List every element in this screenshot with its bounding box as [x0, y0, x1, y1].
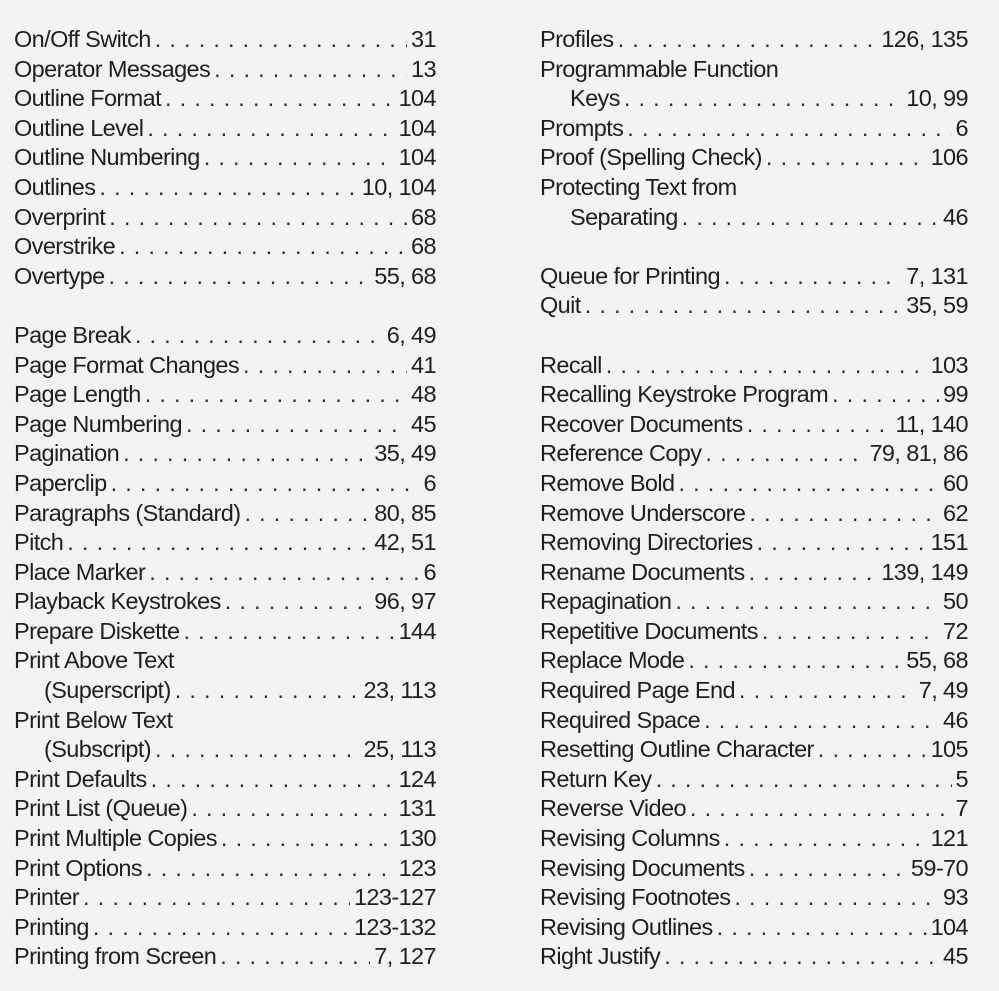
- entry-label: Operator Messages: [14, 55, 211, 82]
- index-entry: [14, 588, 436, 618]
- entry-pages: 99: [943, 381, 968, 408]
- dot-leader: [175, 677, 360, 704]
- index-entry: [14, 352, 436, 382]
- entry-pages: 6: [955, 114, 968, 141]
- dot-leader: [618, 26, 878, 53]
- index-entry: [540, 529, 968, 559]
- entry-label: Page Numbering: [14, 410, 182, 437]
- index-entry: [14, 115, 436, 145]
- dot-leader: [690, 795, 952, 822]
- dot-leader: [135, 322, 383, 349]
- dot-leader: [724, 825, 927, 852]
- dot-leader: [724, 263, 902, 290]
- index-entry: [540, 470, 968, 500]
- index-entry: [14, 795, 436, 825]
- dot-leader: [243, 352, 407, 379]
- entry-pages: 7, 127: [374, 943, 436, 970]
- entry-pages: 35, 59: [906, 292, 968, 319]
- entry-label: Removing Directories: [540, 529, 753, 556]
- entry-label: Reference Copy: [540, 440, 702, 467]
- dot-leader: [155, 736, 360, 763]
- entry-label: Outline Numbering: [14, 144, 200, 171]
- index-entry: [540, 943, 968, 973]
- entry-pages: 7: [955, 795, 968, 822]
- dot-leader: [704, 707, 939, 734]
- index-entry: [540, 855, 968, 885]
- entry-pages: 103: [930, 351, 968, 378]
- dot-leader: [123, 440, 370, 467]
- entry-pages: 46: [943, 706, 968, 733]
- dot-leader: [225, 588, 371, 615]
- index-entry: [14, 825, 436, 855]
- index-entry: [14, 677, 436, 707]
- index-entry: [14, 263, 436, 293]
- dot-leader: [99, 174, 357, 201]
- index-entry: [540, 411, 968, 441]
- entry-label: Pitch: [14, 529, 64, 556]
- dot-leader: [585, 292, 903, 319]
- index-entry: [540, 559, 968, 589]
- entry-pages: 68: [411, 203, 436, 230]
- entry-pages: 79, 81, 86: [869, 440, 968, 467]
- dot-leader: [678, 470, 939, 497]
- entry-label: Required Space: [540, 706, 701, 733]
- index-entry: [540, 677, 968, 707]
- dot-leader: [762, 618, 939, 645]
- dot-leader: [766, 144, 927, 171]
- index-gap: [14, 292, 436, 322]
- index-entry: [540, 292, 968, 322]
- index-entry: [14, 943, 436, 973]
- index-entry: [14, 707, 436, 737]
- dot-leader: [220, 943, 370, 970]
- entry-pages: 131: [398, 795, 436, 822]
- entry-label: Overtype: [14, 262, 105, 289]
- entry-label: Right Justify: [540, 943, 661, 970]
- entry-label: Repetitive Documents: [540, 617, 758, 644]
- entry-label: Outline Format: [14, 85, 162, 112]
- entry-pages: 123: [398, 854, 436, 881]
- index-entry: [14, 85, 436, 115]
- entry-label: Overstrike: [14, 233, 116, 260]
- entry-label: Programmable Function: [540, 55, 779, 82]
- index-gap: [540, 322, 968, 352]
- entry-pages: 72: [943, 617, 968, 644]
- entry-label: Print Multiple Copies: [14, 825, 217, 852]
- dot-leader: [734, 884, 939, 911]
- entry-label: Queue for Printing: [540, 262, 720, 289]
- entry-label: Print List (Queue): [14, 795, 188, 822]
- entry-pages: 130: [398, 825, 436, 852]
- entry-pages: 106: [930, 144, 968, 171]
- entry-pages: 6, 49: [386, 321, 436, 348]
- entry-pages: 104: [398, 144, 436, 171]
- index-entry: [540, 263, 968, 293]
- entry-pages: 7, 49: [918, 677, 968, 704]
- index-entry: [540, 588, 968, 618]
- index-entry: [14, 855, 436, 885]
- entry-label: On/Off Switch: [14, 26, 151, 52]
- index-gap: [540, 233, 968, 263]
- index-entry: [14, 618, 436, 648]
- dot-leader: [221, 825, 395, 852]
- dot-leader: [67, 529, 370, 556]
- entry-pages: 7, 131: [906, 262, 968, 289]
- index-entry: [540, 56, 968, 86]
- dot-leader: [155, 26, 407, 53]
- entry-label: Repagination: [540, 588, 672, 615]
- entry-label: Prepare Diskette: [14, 617, 180, 644]
- index-entry: [14, 470, 436, 500]
- dot-leader: [183, 618, 394, 645]
- dot-leader: [147, 115, 394, 142]
- dot-leader: [717, 914, 927, 941]
- dot-leader: [627, 115, 951, 142]
- index-entry: [540, 352, 968, 382]
- entry-label: Separating: [570, 203, 678, 230]
- entry-pages: 96, 97: [374, 588, 436, 615]
- entry-label: Overprint: [14, 203, 106, 230]
- entry-pages: 6: [423, 558, 436, 585]
- entry-label: Rename Documents: [540, 558, 745, 585]
- entry-label: Print Above Text: [14, 647, 174, 674]
- entry-pages: 124: [398, 765, 436, 792]
- entry-pages: 123-132: [353, 913, 436, 940]
- dot-leader: [109, 204, 407, 231]
- entry-label: Print Defaults: [14, 765, 147, 792]
- index-entry: [540, 795, 968, 825]
- entry-label: Quit: [540, 292, 581, 319]
- dot-leader: [83, 884, 350, 911]
- entry-label: Recalling Keystroke Program: [540, 381, 829, 408]
- dot-leader: [146, 855, 395, 882]
- index-entry: [14, 914, 436, 944]
- entry-label: Place Marker: [14, 558, 146, 585]
- entry-pages: 10, 99: [906, 85, 968, 112]
- index-entry: [14, 322, 436, 352]
- index-entry: [540, 174, 968, 204]
- entry-label: Recall: [540, 351, 602, 378]
- entry-pages: 13: [411, 55, 436, 82]
- dot-leader: [151, 766, 395, 793]
- index-entry: [14, 529, 436, 559]
- entry-pages: 11, 140: [895, 410, 968, 437]
- index-entry: [14, 884, 436, 914]
- dot-leader: [186, 411, 407, 438]
- entry-pages: 50: [943, 588, 968, 615]
- entry-pages: 59-70: [910, 854, 968, 881]
- dot-leader: [757, 529, 927, 556]
- index-entry: [540, 618, 968, 648]
- dot-leader: [109, 263, 371, 290]
- index-entry: [540, 766, 968, 796]
- entry-label: Printer: [14, 884, 80, 911]
- index-entry: [540, 825, 968, 855]
- entry-label: Revising Documents: [540, 854, 745, 881]
- entry-pages: 5: [955, 765, 968, 792]
- entry-label: (Subscript): [44, 736, 152, 763]
- dot-leader: [749, 559, 878, 586]
- entry-pages: 25, 113: [363, 736, 436, 763]
- index-entry: [540, 884, 968, 914]
- entry-label: Page Length: [14, 381, 141, 408]
- index-entry: [14, 204, 436, 234]
- dot-leader: [739, 677, 915, 704]
- entry-label: (Superscript): [44, 677, 171, 704]
- entry-pages: 42, 51: [374, 529, 436, 556]
- dot-leader: [832, 381, 939, 408]
- index-entry: [540, 381, 968, 411]
- index-column-left: [14, 26, 436, 973]
- entry-pages: 55, 68: [374, 262, 436, 289]
- entry-pages: 93: [943, 884, 968, 911]
- entry-pages: 41: [411, 351, 436, 378]
- index-entry: [540, 85, 968, 115]
- entry-pages: 123-127: [353, 884, 436, 911]
- index-entry: [540, 144, 968, 174]
- dot-leader: [119, 233, 407, 260]
- entry-pages: 10, 104: [361, 173, 436, 200]
- dot-leader: [111, 470, 420, 497]
- index-entry: [14, 500, 436, 530]
- index-entry: [540, 500, 968, 530]
- entry-pages: 104: [930, 913, 968, 940]
- entry-label: Remove Underscore: [540, 499, 746, 526]
- entry-label: Printing: [14, 913, 89, 940]
- dot-leader: [749, 855, 907, 882]
- dot-leader: [244, 500, 370, 527]
- entry-label: Print Below Text: [14, 706, 173, 733]
- entry-pages: 62: [943, 499, 968, 526]
- entry-label: Pagination: [14, 440, 120, 467]
- dot-leader: [818, 736, 927, 763]
- entry-pages: 55, 68: [906, 647, 968, 674]
- index-column-right: [540, 26, 968, 973]
- entry-label: Playback Keystrokes: [14, 588, 221, 615]
- entry-pages: 144: [398, 617, 436, 644]
- entry-label: Outline Level: [14, 114, 144, 141]
- entry-label: Protecting Text from: [540, 173, 737, 200]
- dot-leader: [165, 85, 395, 112]
- index-entry: [14, 56, 436, 86]
- entry-label: Paragraphs (Standard): [14, 499, 241, 526]
- entry-label: Profiles: [540, 26, 614, 52]
- index-entry: [14, 647, 436, 677]
- entry-label: Proof (Spelling Check): [540, 144, 762, 171]
- entry-pages: 80, 85: [374, 499, 436, 526]
- entry-label: Printing from Screen: [14, 943, 217, 970]
- entry-label: Remove Bold: [540, 469, 675, 496]
- index-entry: [14, 736, 436, 766]
- entry-pages: 126, 135: [881, 26, 968, 52]
- entry-pages: 46: [943, 203, 968, 230]
- entry-label: Page Format Changes: [14, 351, 240, 378]
- entry-label: Return Key: [540, 765, 652, 792]
- index-entry: [540, 736, 968, 766]
- entry-pages: 6: [423, 469, 436, 496]
- index-entry: [540, 440, 968, 470]
- dot-leader: [682, 204, 939, 231]
- index-entry: [540, 707, 968, 737]
- dot-leader: [656, 766, 952, 793]
- dot-leader: [664, 943, 939, 970]
- index-entry: [540, 115, 968, 145]
- entry-pages: 105: [930, 736, 968, 763]
- index-entry: [540, 204, 968, 234]
- entry-pages: 151: [930, 529, 968, 556]
- entry-label: Revising Outlines: [540, 913, 713, 940]
- entry-label: Outlines: [14, 173, 96, 200]
- dot-leader: [145, 381, 407, 408]
- entry-label: Resetting Outline Character: [540, 736, 814, 763]
- index-entry: [14, 559, 436, 589]
- entry-pages: 35, 49: [374, 440, 436, 467]
- dot-leader: [624, 85, 902, 112]
- dot-leader: [747, 411, 892, 438]
- entry-pages: 104: [398, 114, 436, 141]
- index-entry: [14, 26, 436, 56]
- dot-leader: [675, 588, 939, 615]
- dot-leader: [149, 559, 419, 586]
- entry-label: Keys: [570, 85, 620, 112]
- entry-label: Required Page End: [540, 677, 735, 704]
- entry-label: Revising Columns: [540, 825, 720, 852]
- dot-leader: [204, 144, 395, 171]
- entry-pages: 48: [411, 381, 436, 408]
- entry-pages: 139, 149: [881, 558, 968, 585]
- index-entry: [540, 26, 968, 56]
- index-entry: [14, 233, 436, 263]
- index-entry: [14, 381, 436, 411]
- entry-pages: 68: [411, 233, 436, 260]
- dot-leader: [749, 500, 939, 527]
- entry-label: Replace Mode: [540, 647, 685, 674]
- entry-pages: 23, 113: [363, 677, 436, 704]
- entry-label: Prompts: [540, 114, 624, 141]
- entry-label: Paperclip: [14, 469, 107, 496]
- index-entry: [540, 647, 968, 677]
- entry-label: Recover Documents: [540, 410, 743, 437]
- index-entry: [14, 440, 436, 470]
- index-entry: [14, 144, 436, 174]
- entry-pages: 45: [411, 410, 436, 437]
- entry-label: Print Options: [14, 854, 143, 881]
- index-entry: [14, 411, 436, 441]
- dot-leader: [705, 440, 865, 467]
- index-entry: [14, 766, 436, 796]
- dot-leader: [93, 914, 350, 941]
- index-entry: [14, 174, 436, 204]
- dot-leader: [606, 352, 927, 379]
- dot-leader: [214, 56, 407, 83]
- entry-pages: 121: [930, 825, 968, 852]
- dot-leader: [688, 647, 902, 674]
- entry-label: Reverse Video: [540, 795, 686, 822]
- entry-label: Page Break: [14, 321, 131, 348]
- index-entry: [540, 914, 968, 944]
- entry-pages: 45: [943, 943, 968, 970]
- dot-leader: [191, 795, 394, 822]
- entry-pages: 104: [398, 85, 436, 112]
- entry-pages: 31: [411, 26, 436, 52]
- entry-label: Revising Footnotes: [540, 884, 731, 911]
- entry-pages: 60: [943, 469, 968, 496]
